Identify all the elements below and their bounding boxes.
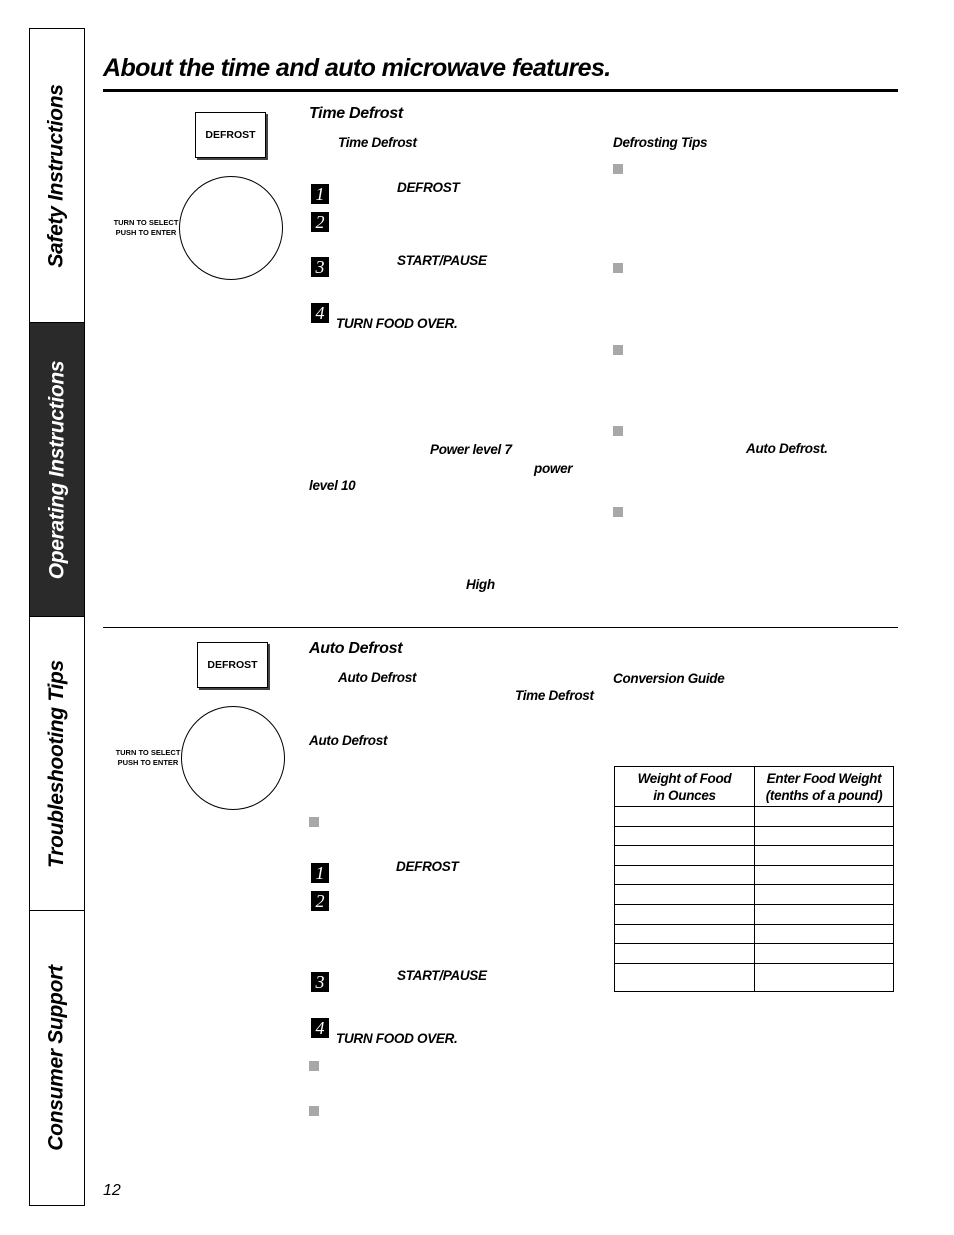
table-row	[615, 865, 894, 885]
tip-bullet	[613, 507, 623, 517]
side-tab-bar	[29, 28, 85, 1206]
table-cell	[615, 865, 755, 885]
header-line: Weight of Food	[637, 770, 732, 786]
table-row	[615, 924, 894, 944]
page-title: About the time and auto microwave features.	[103, 54, 611, 82]
column-header-weight	[755, 767, 894, 807]
tip-bullet	[613, 426, 623, 436]
dial-label-push: PUSH TO ENTER	[115, 228, 177, 237]
auto-bullet	[309, 1106, 319, 1116]
column-header-ounces	[615, 767, 755, 807]
table-cell	[615, 807, 755, 827]
dial-label-turn: TURN TO SELECT	[115, 748, 181, 757]
dial-graphic	[179, 176, 283, 280]
section-divider	[103, 627, 898, 628]
auto-step-3-text: START/PAUSE	[397, 968, 487, 983]
table-cell	[755, 826, 894, 846]
step-4-text: TURN FOOD OVER.	[336, 316, 458, 331]
table-cell	[615, 924, 755, 944]
defrost-button-graphic: DEFROST	[197, 642, 268, 688]
auto-step-1-text: DEFROST	[396, 859, 459, 874]
step-2-marker: 2	[311, 212, 329, 232]
header-line: (tenths of a pound)	[765, 787, 883, 803]
table-cell	[615, 904, 755, 924]
tip-bullet	[613, 263, 623, 273]
time-defrost-title: Time Defrost	[309, 105, 403, 122]
table-cell	[755, 904, 894, 924]
level-10-ref: level 10	[309, 478, 356, 493]
table-cell	[755, 807, 894, 827]
conversion-guide-title: Conversion Guide	[613, 671, 725, 686]
tab-operating-instructions[interactable]	[30, 323, 84, 617]
table-cell	[615, 885, 755, 905]
table-header-row	[615, 767, 894, 807]
defrost-button-graphic: DEFROST	[195, 112, 266, 158]
time-defrost-ref: Time Defrost	[515, 688, 594, 703]
tab-label: Consumer Support	[45, 965, 68, 1151]
dial-label-turn: TURN TO SELECT	[113, 218, 179, 227]
defrosting-tips-title: Defrosting Tips	[613, 135, 708, 150]
table-cell	[615, 846, 755, 866]
power-level-7-ref: Power level 7	[430, 442, 512, 457]
header-line: in Ounces	[653, 787, 716, 803]
tab-safety-instructions[interactable]	[30, 29, 84, 323]
tab-consumer-support[interactable]	[30, 911, 84, 1205]
title-rule	[103, 89, 898, 92]
tab-troubleshooting-tips[interactable]	[30, 617, 84, 911]
table-row	[615, 826, 894, 846]
table-row	[615, 846, 894, 866]
tab-label: Troubleshooting Tips	[45, 659, 69, 868]
page-number: 12	[103, 1182, 121, 1199]
table-cell	[755, 865, 894, 885]
dial-label	[106, 218, 186, 238]
step-3-marker: 3	[311, 257, 329, 277]
dial-label	[108, 748, 188, 768]
tab-label: Operating Instructions	[45, 360, 68, 579]
table-row	[615, 944, 894, 964]
dial-label-push: PUSH TO ENTER	[117, 758, 179, 767]
table-row	[615, 904, 894, 924]
auto-step-4-marker: 4	[311, 1018, 329, 1038]
step-4-marker: 4	[311, 303, 329, 323]
tip-bullet	[613, 345, 623, 355]
tab-label: Safety Instructions	[45, 83, 68, 268]
auto-step-4-text: TURN FOOD OVER.	[336, 1031, 458, 1046]
auto-step-1-marker: 1	[311, 863, 329, 883]
table-cell	[615, 963, 755, 991]
power-ref: power	[534, 461, 573, 476]
table-cell	[755, 846, 894, 866]
table-cell	[615, 944, 755, 964]
table-cell	[615, 826, 755, 846]
time-defrost-intro-ref: Time Defrost	[338, 135, 417, 150]
auto-defrost-title: Auto Defrost	[309, 640, 403, 657]
auto-defrost-tip-ref: Auto Defrost.	[746, 441, 828, 456]
tip-bullet	[613, 164, 623, 174]
table-row	[615, 963, 894, 991]
table-cell	[755, 963, 894, 991]
auto-step-2-marker: 2	[311, 891, 329, 911]
table-cell	[755, 944, 894, 964]
table-cell	[755, 885, 894, 905]
step-3-text: START/PAUSE	[397, 253, 487, 268]
auto-bullet	[309, 1061, 319, 1071]
auto-step-3-marker: 3	[311, 972, 329, 992]
step-1-text: DEFROST	[397, 180, 460, 195]
auto-bullet	[309, 817, 319, 827]
table-cell	[755, 924, 894, 944]
auto-defrost-intro-ref: Auto Defrost	[338, 670, 417, 685]
step-1-marker: 1	[311, 184, 329, 204]
dial-graphic	[181, 706, 285, 810]
table-row	[615, 885, 894, 905]
table-row	[615, 807, 894, 827]
auto-defrost-ref: Auto Defrost	[309, 733, 388, 748]
conversion-table	[614, 766, 894, 992]
high-ref: High	[466, 577, 495, 592]
header-line: Enter Food Weight	[766, 770, 882, 786]
